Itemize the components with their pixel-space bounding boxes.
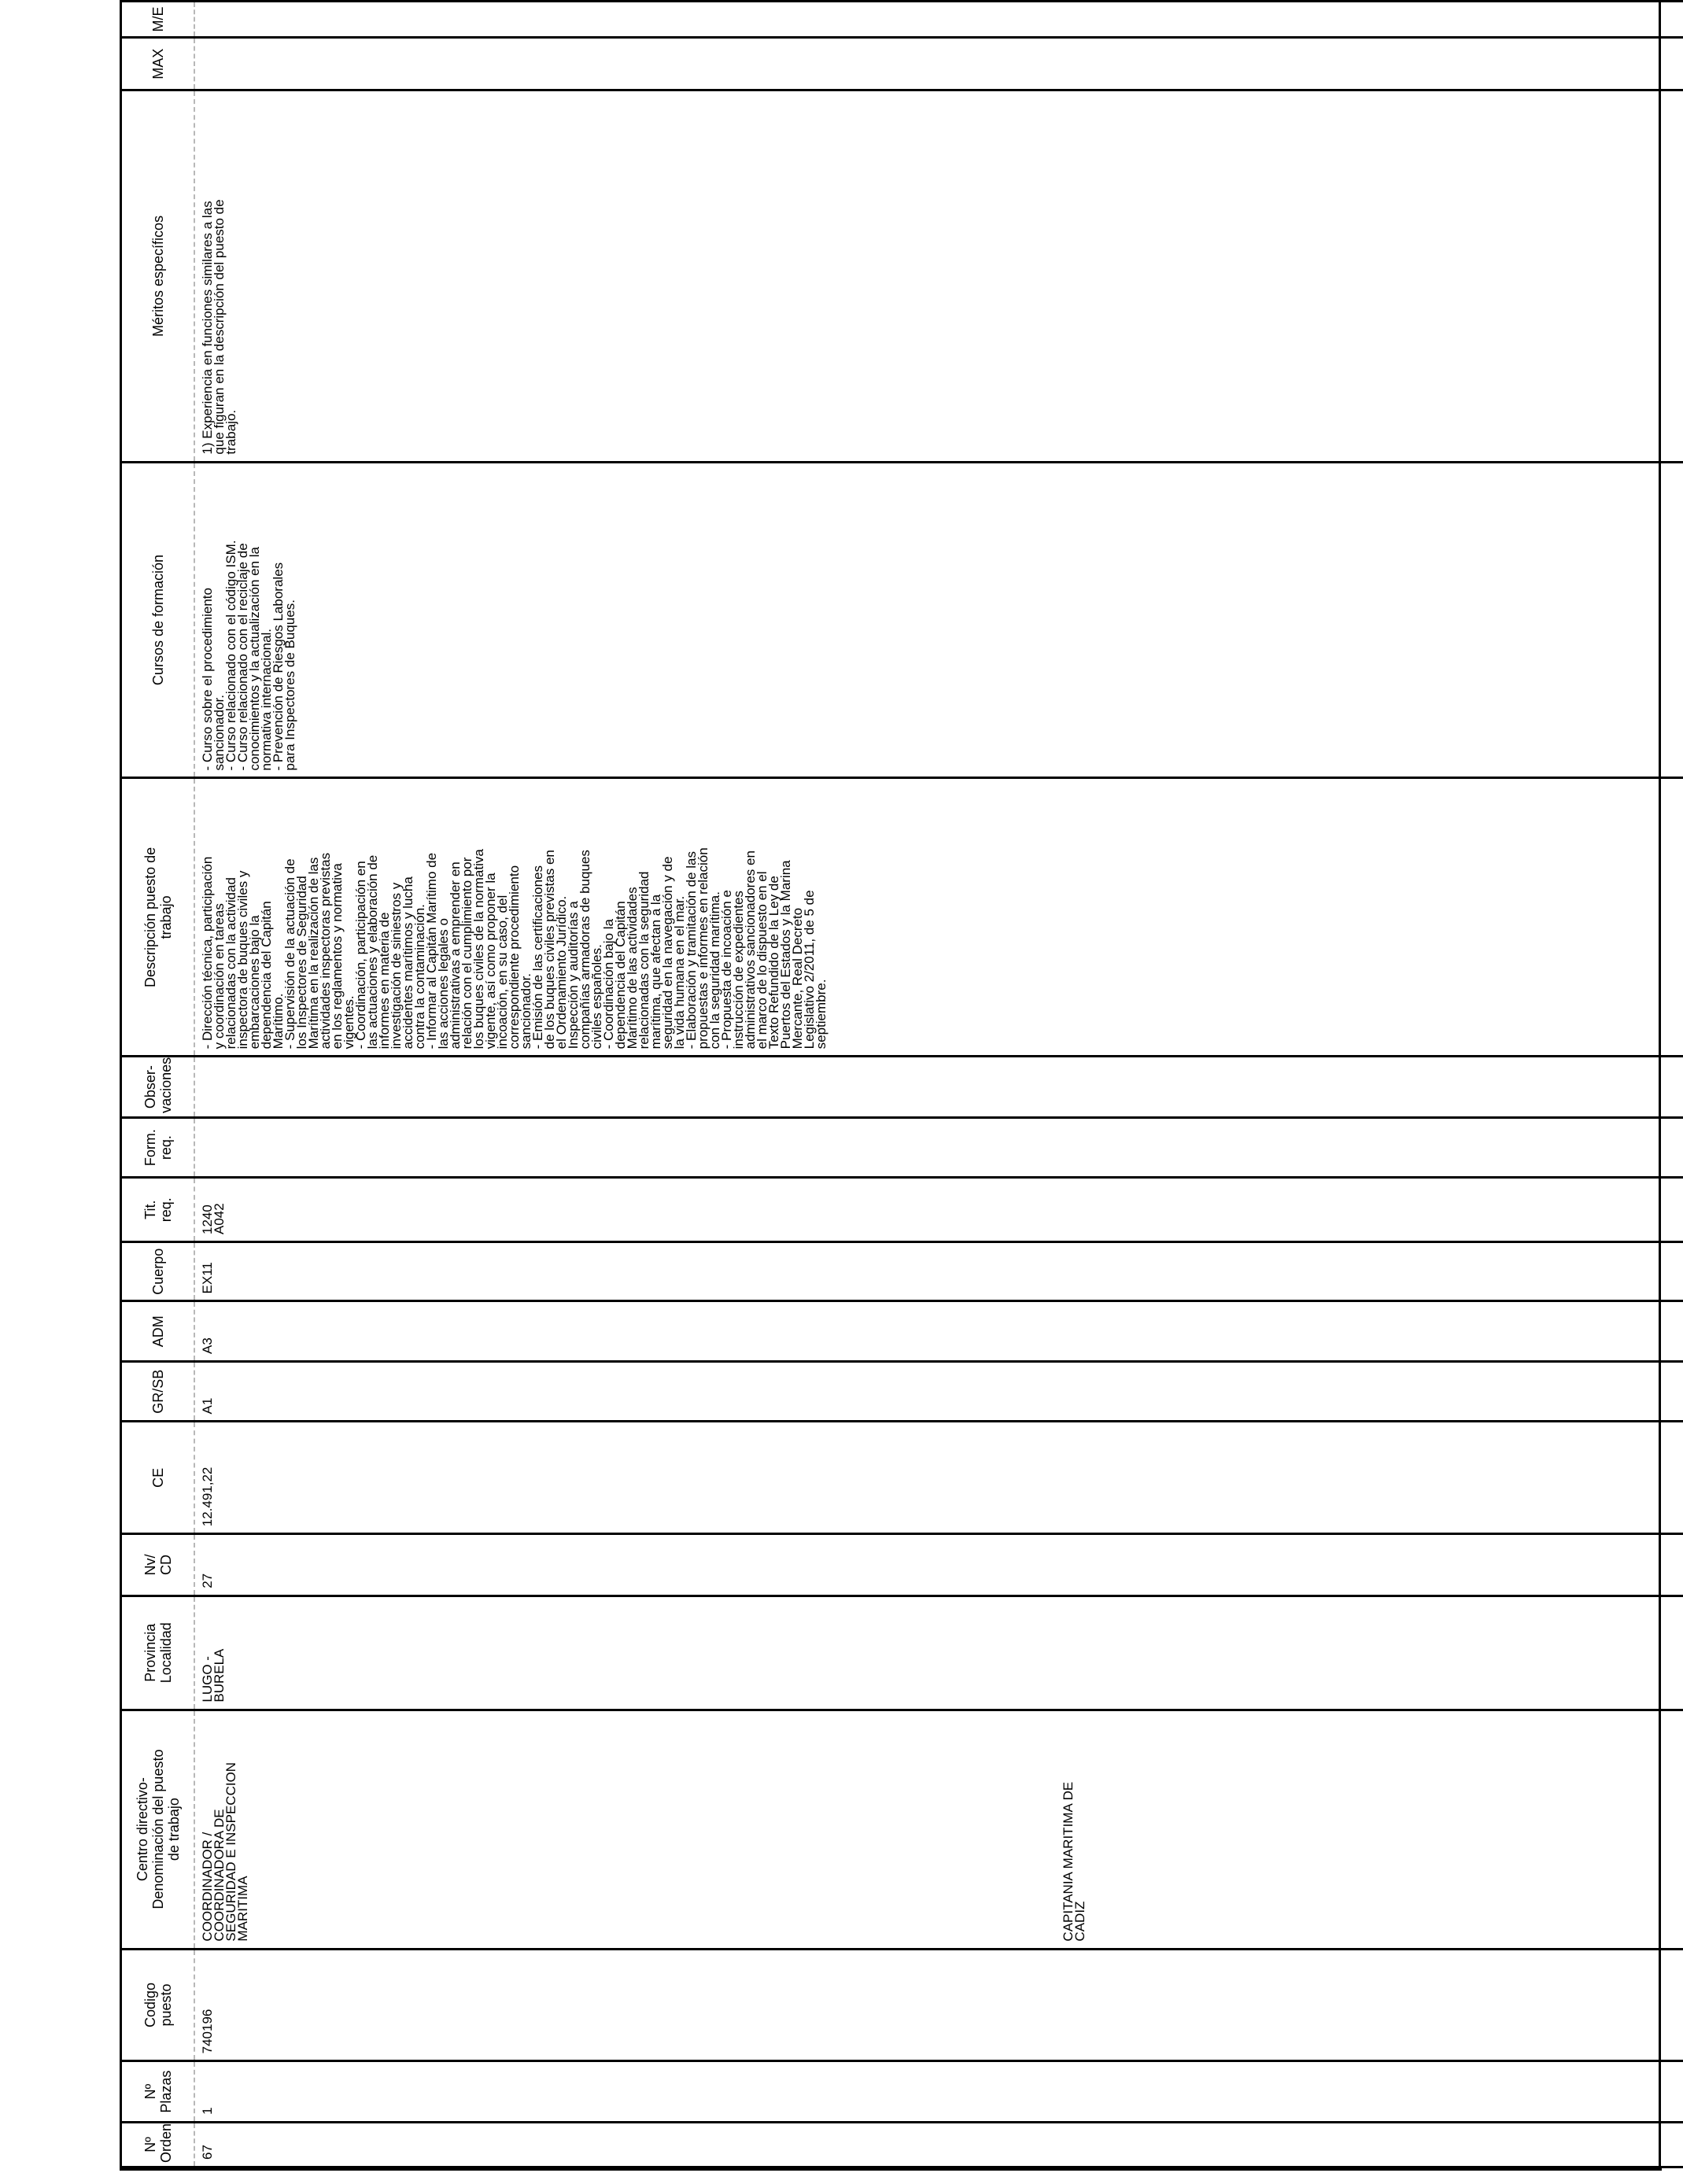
- header-descripcion: Descripción puesto de trabajo: [121, 778, 195, 1057]
- cell-formacion: [194, 1117, 1683, 1178]
- cell-meritos: 1) Experiencia en funciones similares a las que figuran en la descripción del puesto de trabajo.: [194, 90, 1683, 462]
- header-meritos: Méritos específicos: [121, 90, 195, 462]
- header-nivel: Nv/ CD: [121, 1534, 195, 1596]
- cell-orden: 67: [194, 2122, 1683, 2167]
- header-observaciones: Obser- vaciones: [121, 1057, 195, 1118]
- header-orden: Nº Orden: [121, 2122, 195, 2167]
- cell-observaciones: [194, 1057, 1683, 1118]
- table-left-border: [120, 2168, 1662, 2171]
- cell-plazas: 1: [194, 2061, 1683, 2123]
- header-grsb: GR/SB: [121, 1361, 195, 1422]
- cell-grsb: A1: [194, 1361, 1683, 1422]
- centro-directivo: CAPITANIA MARITIMA DE CADIZ: [1061, 1781, 1087, 1942]
- header-plazas: Nº Plazas: [121, 2061, 195, 2123]
- table-bottom-rule: [1659, 0, 1661, 2168]
- header-row: [121, 2, 195, 2167]
- header-codigo: Codigo puesto: [121, 1949, 195, 2061]
- header-cursos: Cursos de formación: [121, 462, 195, 778]
- job-table: [120, 0, 1683, 2168]
- cell-codigo: 740196: [194, 1949, 1683, 2061]
- header-formacion: Form. req.: [121, 1117, 195, 1178]
- cell-titulacion: 1240 A042: [194, 1178, 1683, 1242]
- cell-max: [194, 38, 1683, 90]
- cell-descripcion: - Dirección técnica, participación y coordinación en tareas relacionadas con la actividad inspectora de buques civiles y embarcaciones bajo la dependencia del Capitán Marítimo. - Supervisión de la actuación de los Inspectores de Seguridad Marítima en la realización de las actividades inspectoras previstas en los reglamentos y normativa vigentes. - Coordinación, participación en las actuaciones y elaboración de informes en materia de investigación de siniestros y accidentes marítimos y lucha contra la contaminación. - Informar al Capitán Marítimo de las acciones legales o administrativas a emprender en relación con el cumplimiento por los buques civiles de la normativa vigente, así como proponer la incoación, en su caso, del correspondiente procedimiento sancionador. - Emisión de las certificaciones de los buques civiles previstas en el Ordenamiento Jurídico. Inspección y auditorías a compañías armadoras de buques civiles españoles. - Coordinación bajo la dependencia del Capitán Marítimo de las actividades relacionadas con la seguridad marítima, que afectan a la seguridad en la navegación y de la vida humana en el mar. - Elaboración y tramitación de las propuestas e informes en relación con la seguridad marítima. - Propuesta de incoación e instrucción de expedientes administrativos sancionadores en el marco de lo dispuesto en el Texto Refundido de la Ley de Puertos del Estados y la Marina Mercante, Real Decreto Legislativo 2/2011, de 5 de septiembre.: [194, 778, 1683, 1057]
- cell-me: [194, 2, 1683, 38]
- header-cuerpo: Cuerpo: [121, 1242, 195, 1301]
- header-me: M/E: [121, 2, 195, 38]
- cell-ce: 12.491,22: [194, 1422, 1683, 1534]
- header-max: MAX: [121, 38, 195, 90]
- cell-cuerpo: EX11: [194, 1242, 1683, 1301]
- header-titulacion: Tit. req.: [121, 1178, 195, 1242]
- header-ce: CE: [121, 1422, 195, 1534]
- cell-provincia: LUGO - BURELA: [194, 1596, 1683, 1710]
- table-row: [194, 2, 1683, 2167]
- cell-adm: A3: [194, 1301, 1683, 1362]
- cell-centro: [194, 1710, 1683, 1949]
- header-centro: Centro directivo- Denominación del puesto de trabajo: [121, 1710, 195, 1949]
- centro-denominacion: COORDINADOR / COORDINADORA DE SEGURIDAD E INSPECCION MARITIMA: [200, 1762, 250, 1942]
- header-adm: ADM: [121, 1301, 195, 1362]
- cell-nivel: 27: [194, 1534, 1683, 1596]
- cell-cursos: - Curso sobre el procedimiento sancionador. - Curso relacionado con el código ISM. - Curso relacionado con el reciclaje de conocimientos y la actualización en la normativa internacional. - Prevención de Riesgos Laborales para Inspectores de Buques.: [194, 462, 1683, 778]
- header-provincia: Provincia Localidad: [121, 1596, 195, 1710]
